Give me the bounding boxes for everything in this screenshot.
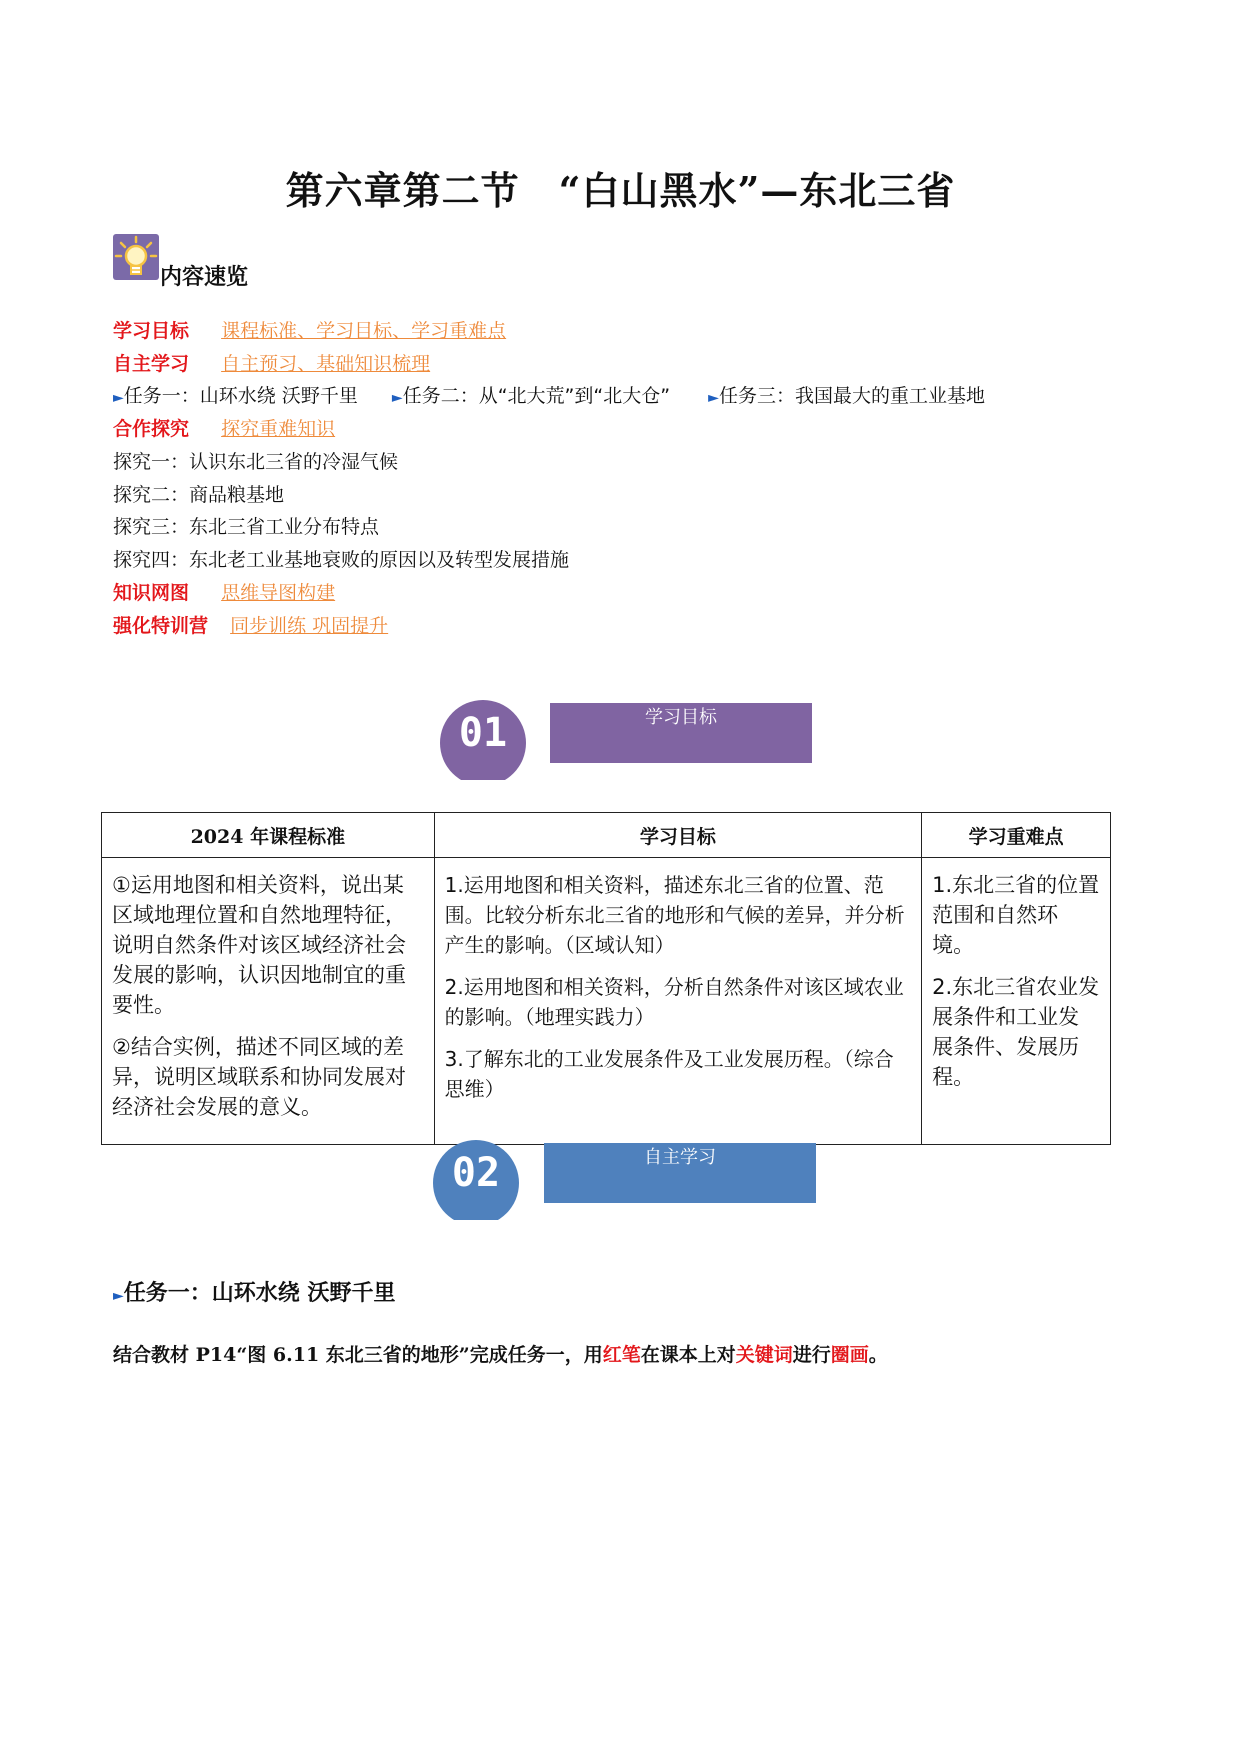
triangle-icon: ► [113,1288,124,1304]
overview-heading: 内容速览 [160,265,249,290]
instruction-text: 。 [868,1344,888,1366]
task-item[interactable]: 任务二：从“北大荒”到“北大仓” [402,385,671,407]
overview-row-goals [113,317,506,345]
overview-tasks [113,382,985,412]
section-banner [550,703,812,763]
coop-link[interactable]: 探究重难知识 [221,418,336,440]
instruction-text: 进行 [792,1344,831,1366]
goal-item: 3.了解东北的工业发展条件及工业发展历程。（综合思维） [444,1047,894,1101]
keypoint-item: 1.东北三省的位置范围和自然环境。 [932,873,1100,957]
section-badge-02 [433,1140,823,1220]
map-link[interactable]: 思维导图构建 [221,582,336,604]
standard-item: ①运用地图和相关资料，说出某区域地理位置和自然地理特征，说明自然条件对该区域经济社会发展的影响，认识因地制宜的重要性。 [112,873,406,1017]
section-number: 02 [451,1150,501,1196]
section-number-circle [433,1140,519,1220]
map-label: 知识网图 [113,582,190,604]
section-badge-01 [440,700,820,780]
keypoints-cell [922,858,1111,1145]
table-header: 学习重难点 [922,813,1111,858]
section-banner [544,1143,816,1203]
instruction-text: 结合教材 P14“图 6.11 东北三省的地形”完成任务一，用 [113,1344,603,1366]
self-study-label: 自主学习 [113,353,190,375]
overview-row-map [113,579,335,607]
standard-item: ②结合实例，描述不同区域的差异，说明区域联系和协同发展对经济社会发展的意义。 [112,1035,406,1119]
goal-item: 2.运用地图和相关资料，分析自然条件对该区域农业的影响。（地理实践力） [444,975,904,1029]
coop-label: 合作探究 [113,418,190,440]
exploration-item: 探究一：认识东北三省的冷湿气候 [113,451,399,473]
keypoint-item: 2.东北三省农业发展条件和工业发展条件、发展历程。 [932,975,1100,1089]
standards-cell [102,858,435,1145]
goals-label: 学习目标 [113,320,190,342]
lightbulb-icon [113,234,159,280]
goals-cell [434,858,921,1145]
goal-item: 1.运用地图和相关资料，描述东北三省的位置、范围。比较分析东北三省的地形和气候的差异，并分析产生的影响。（区域认知） [444,873,905,957]
triangle-icon: ► [708,390,719,406]
section-label: 学习目标 [645,707,717,728]
overview-row-training [113,612,388,640]
instruction-highlight: 关键词 [735,1344,793,1366]
table-header: 2024 年课程标准 [102,813,435,858]
overview-row-self-study [113,350,430,378]
task1-heading-row [113,1276,395,1307]
task-item[interactable]: 任务一：山环水绕 沃野千里 [123,385,358,407]
training-link[interactable]: 同步训练 巩固提升 [230,615,389,637]
table-header: 学习目标 [434,813,921,858]
exploration-item: 探究二：商品粮基地 [113,484,285,506]
self-study-link[interactable]: 自主预习、基础知识梳理 [221,353,431,375]
task1-instruction [113,1340,888,1367]
table-header-row [102,813,1111,858]
goals-link[interactable]: 课程标准、学习目标、学习重难点 [221,320,507,342]
section-label: 自主学习 [644,1147,716,1168]
objectives-table [101,812,1111,1145]
overview-row-coop [113,415,335,443]
table-row [102,858,1111,1145]
instruction-text: 在课本上对 [640,1344,736,1366]
training-label: 强化特训营 [113,615,209,637]
section-number: 01 [458,710,508,756]
triangle-icon: ► [113,390,124,406]
exploration-item: 探究三：东北三省工业分布特点 [113,516,380,538]
exploration-item: 探究四：东北老工业基地衰败的原因以及转型发展措施 [113,549,570,571]
task1-heading: 任务一：山环水绕 沃野千里 [123,1281,396,1306]
triangle-icon: ► [391,390,403,406]
section-number-circle [440,700,526,780]
instruction-highlight: 红笔 [602,1344,641,1366]
instruction-highlight: 圈画 [830,1344,869,1366]
page-title: 第六章第二节 “白山黑水”—东北三省 [285,168,956,213]
task-item[interactable]: 任务三：我国最大的重工业基地 [718,385,985,407]
